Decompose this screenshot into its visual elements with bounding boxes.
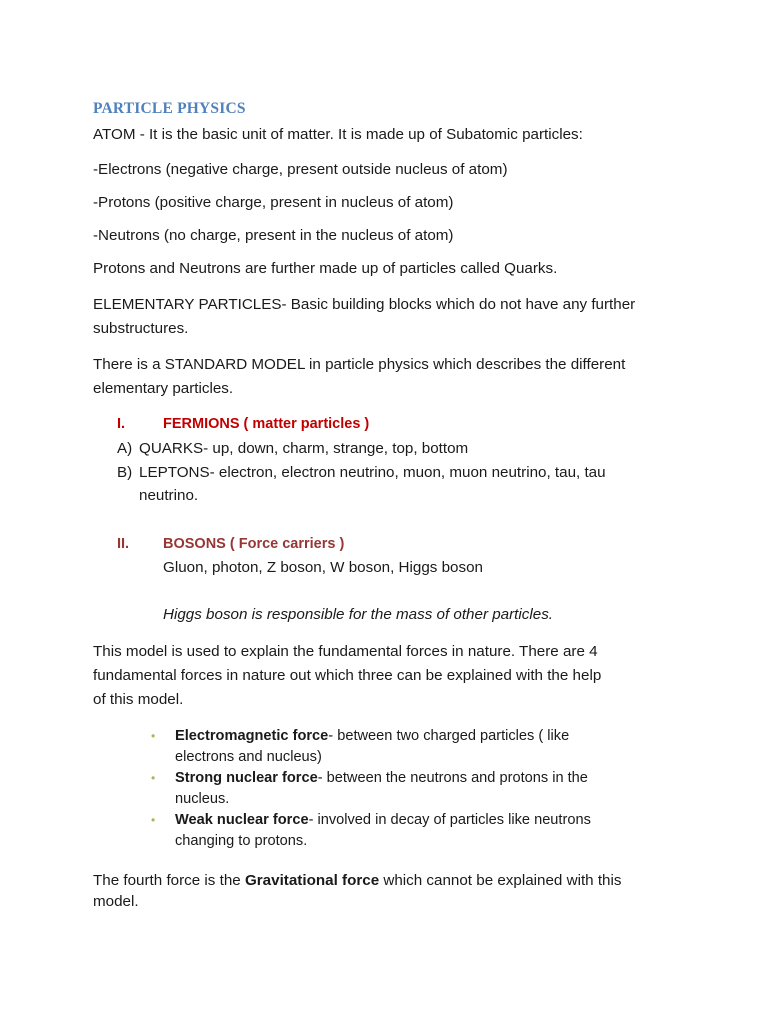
leptons-list-item-cont: neutrino. xyxy=(139,487,199,504)
model-explain-line-3: of this model. xyxy=(93,691,184,708)
quarks-line: Protons and Neutrons are further made up of particles called Quarks. xyxy=(93,260,558,277)
list-item-marker-a: A) xyxy=(117,440,133,457)
fermions-heading: FERMIONS ( matter particles ) xyxy=(163,416,370,432)
fourth-force-pre: The fourth force is the xyxy=(93,872,245,889)
force-description: - involved in decay of particles like neutrons xyxy=(308,812,591,828)
fourth-force-post: which cannot be explained with this xyxy=(379,872,622,889)
force-description: - between the neutrons and protons in the xyxy=(317,770,588,786)
standard-model-line-2: elementary particles. xyxy=(93,380,234,397)
elementary-particles-line-1: ELEMENTARY PARTICLES- Basic building blocks which do not have any further xyxy=(93,296,636,313)
quarks-list-item: QUARKS- up, down, charm, strange, top, bottom xyxy=(139,440,469,457)
fourth-force-line xyxy=(93,872,621,890)
model-explain-line-1: This model is used to explain the fundamental forces in nature. There are 4 xyxy=(93,643,598,660)
force-description: - between two charged particles ( like xyxy=(328,728,570,744)
force-item-weak xyxy=(175,811,591,829)
bosons-heading: BOSONS ( Force carriers ) xyxy=(163,536,345,552)
bullet-icon: • xyxy=(151,813,156,827)
list-item-marker-b: B) xyxy=(117,464,133,481)
force-name: Electromagnetic force xyxy=(175,728,329,744)
force-name: Weak nuclear force xyxy=(175,812,309,828)
gravitational-force-term: Gravitational force xyxy=(244,872,380,889)
standard-model-line-1: There is a STANDARD MODEL in particle physics which describes the different xyxy=(93,356,626,373)
force-item-strong xyxy=(175,769,588,787)
force-item-weak-cont: changing to protons. xyxy=(175,833,308,849)
atom-definition: ATOM - It is the basic unit of matter. It is made up of Subatomic particles: xyxy=(93,126,583,143)
force-item-strong-cont: nucleus. xyxy=(175,791,230,807)
fourth-force-line-cont: model. xyxy=(93,893,139,910)
electrons-line: -Electrons (negative charge, present outside nucleus of atom) xyxy=(93,161,508,178)
bullet-icon: • xyxy=(151,729,156,743)
force-item-electromagnetic xyxy=(175,727,569,745)
bosons-numeral: II. xyxy=(117,536,130,552)
force-item-electromagnetic-cont: electrons and nucleus) xyxy=(175,749,322,765)
leptons-list-item: LEPTONS- electron, electron neutrino, muon, muon neutrino, tau, tau xyxy=(139,464,606,481)
force-name: Strong nuclear force xyxy=(175,770,318,786)
higgs-note: Higgs boson is responsible for the mass of other particles. xyxy=(163,606,554,623)
bullet-icon: • xyxy=(151,771,156,785)
neutrons-line: -Neutrons (no charge, present in the nucleus of atom) xyxy=(93,227,454,244)
fermions-numeral: I. xyxy=(117,416,126,432)
model-explain-line-2: fundamental forces in nature out which three can be explained with the help xyxy=(93,667,602,684)
protons-line: -Protons (positive charge, present in nucleus of atom) xyxy=(93,194,454,211)
elementary-particles-line-2: substructures. xyxy=(93,320,189,337)
bosons-list: Gluon, photon, Z boson, W boson, Higgs boson xyxy=(163,559,483,576)
page-title: PARTICLE PHYSICS xyxy=(93,100,246,117)
